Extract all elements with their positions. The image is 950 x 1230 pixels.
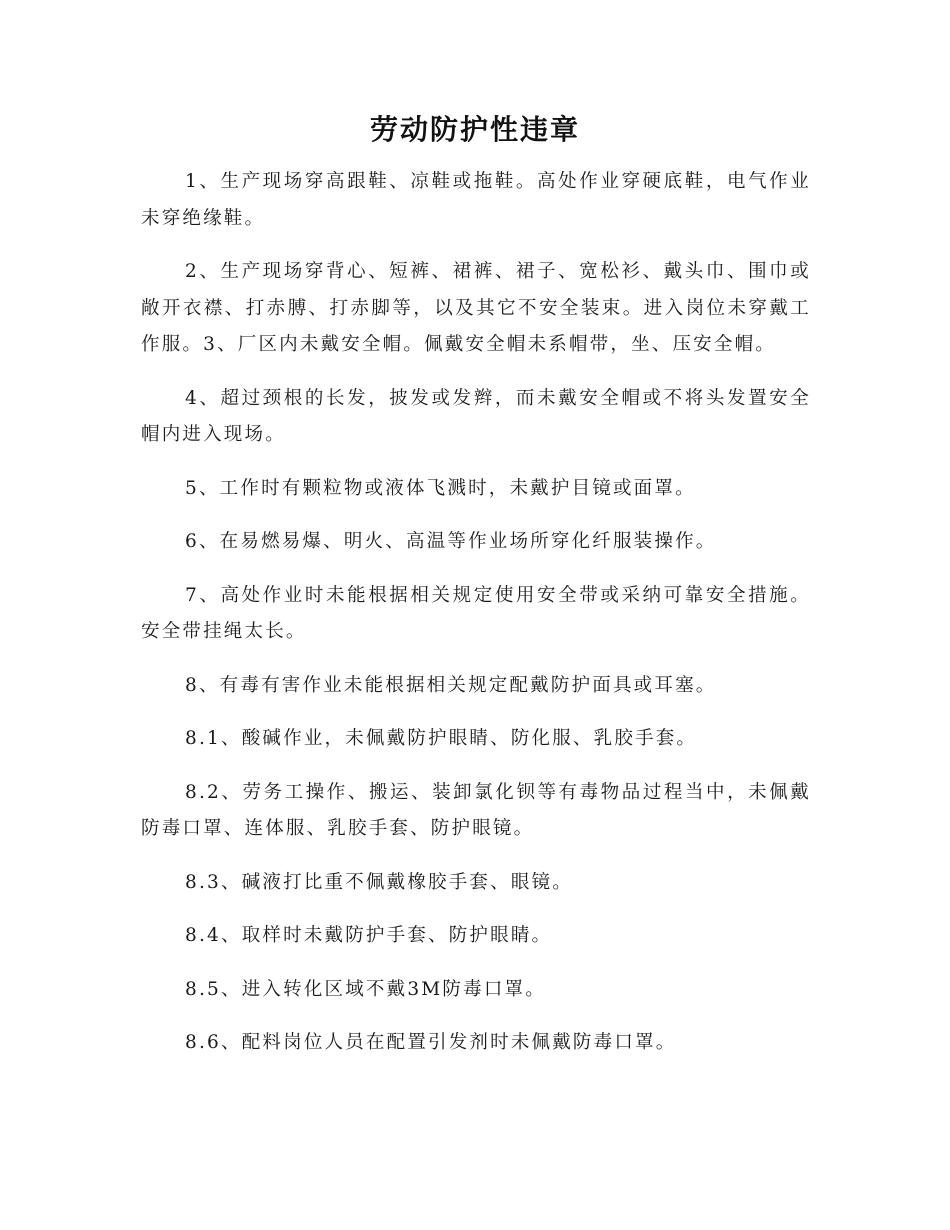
paragraph-8-4: 8.4、取样时未戴防护手套、防护眼睛。 — [185, 925, 553, 946]
document-title: 劳动防护性违章 — [369, 113, 580, 146]
paragraph-8-5: 8.5、进入转化区域不戴3M防毒口罩。 — [185, 978, 546, 1000]
paragraph-8-6: 8.6、配料岗位人员在配置引发剂时未佩戴防毒口罩。 — [185, 1032, 677, 1053]
paragraph-2: 2、生产现场穿背心、短裤、裙裤、裙子、宽松衫、戴头巾、围巾或敞开衣襟、打赤膊、打赤脚等，以及其它不安全装束。进入岗位未穿戴工作服。3、厂区内未戴安全帽。佩戴安全帽未系帽带，坐、压安全帽。 — [141, 261, 811, 355]
paragraph-4: 4、超过颈根的长发，披发或发辫，而未戴安全帽或不将头发置安全帽内进入现场。 — [141, 387, 811, 445]
document-body — [141, 164, 811, 1079]
paragraph-8-2: 8.2、劳务工操作、搬运、装卸氯化钡等有毒物品过程当中，未佩戴防毒口罩、连体服、乳胶手套、防护眼镜。 — [141, 781, 811, 839]
paragraph-8-3: 8.3、碱液打比重不佩戴橡胶手套、眼镜。 — [185, 871, 573, 893]
paragraph-7: 7、高处作业时未能根据相关规定使用安全带或采纳可靠安全措施。安全带挂绳太长。 — [141, 584, 811, 642]
paragraph-6: 6、在易燃易爆、明火、高温等作业场所穿化纤服装操作。 — [185, 531, 717, 552]
paragraph-1: 1、生产现场穿高跟鞋、凉鞋或拖鞋。高处作业穿硬底鞋，电气作业未穿绝缘鞋。 — [141, 171, 811, 229]
paragraph-8: 8、有毒有害作业未能根据相关规定配戴防护面具或耳塞。 — [185, 674, 717, 696]
paragraph-8-1: 8.1、酸碱作业，未佩戴防护眼睛、防化服、乳胶手套。 — [185, 728, 698, 749]
paragraph-5: 5、工作时有颗粒物或液体飞溅时，未戴护目镜或面罩。 — [185, 477, 696, 499]
